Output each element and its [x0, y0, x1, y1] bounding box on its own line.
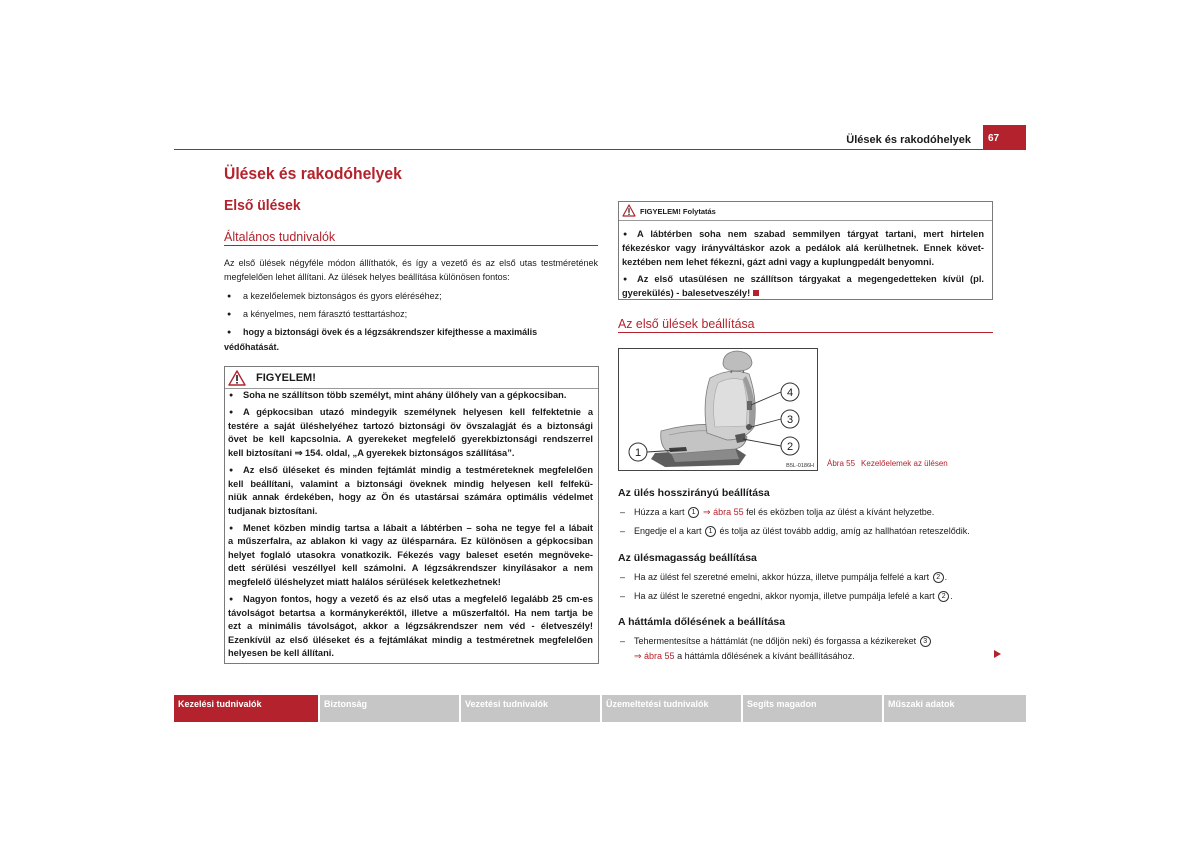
- callout-label: 2: [786, 441, 794, 453]
- warning-line: ● Nagyon fontos, hogy a vezető és az első utas a megfelelő legalább 25 cm-es: [228, 593, 593, 607]
- warning-line: Ezenkívül az első üléseket és a fejtámlákat mindig a testméretnek megfelelően: [228, 634, 593, 645]
- callout-3: [751, 410, 799, 428]
- tab-uzemeltetesi-tudnivalok[interactable]: Üzemeltetési tudnivalók: [602, 695, 741, 722]
- adjust-heading: Az első ülések beállítása: [618, 317, 755, 331]
- warning-continued-header: [619, 202, 992, 221]
- warning-item: [622, 228, 984, 269]
- callout-label: 3: [786, 414, 794, 426]
- bullet-line: ● hogy a biztonsági övek és a légzsákrendszer kifejthesse a maximális: [224, 325, 598, 340]
- warning-line: ● A lábtérben soha nem szabad semmilyen tárgyat tartani, mert hirtelen: [622, 228, 984, 242]
- warning-line: ● Menet közben mindig tartsa a lábait a lábtérben – soha ne tegye fel a lábait: [228, 522, 593, 536]
- step-item: [618, 505, 993, 519]
- warning-title: FIGYELEM!: [256, 372, 316, 384]
- step-list: [618, 505, 993, 538]
- step-line: [634, 524, 993, 538]
- step-item: [618, 524, 993, 538]
- step-line: [634, 570, 993, 584]
- warning-header: [225, 367, 598, 389]
- step-text: Ha az ülést fel szeretné emelni, akkor húzza, illetve pumpálja felfelé a kart: [634, 572, 932, 582]
- figure-code: B5L-0186H: [786, 463, 814, 469]
- warning-triangle-icon: [228, 370, 246, 386]
- control-marker: 3: [920, 636, 931, 647]
- callout-2: [743, 437, 799, 455]
- list-item: [224, 325, 598, 354]
- figure-reference: ⇒ ábra 55: [634, 651, 675, 661]
- step-line: [634, 589, 993, 603]
- warning-item: [228, 522, 593, 590]
- warning-item: [228, 593, 593, 661]
- warning-line: [622, 287, 984, 301]
- general-bullet-list: [224, 289, 598, 354]
- page-number: 67: [988, 133, 1000, 144]
- bullet-line: ● a kényelmes, nem fárasztó testtartáshoz;: [224, 307, 598, 322]
- figure-reference: ⇒ ábra 55: [703, 507, 744, 517]
- warning-item: [228, 389, 593, 403]
- step-text: Húzza a kart: [634, 507, 688, 517]
- warning-line: kell biztosítani ⇒ 154. oldal, „A gyerekek biztonságos szállítása”.: [228, 447, 515, 458]
- warning-box: [224, 366, 599, 664]
- section-heading: Az ülésmagasság beállítása: [618, 552, 757, 564]
- section-backrest: [618, 615, 993, 669]
- figure-seat-controls: [618, 348, 818, 471]
- callout-label: 1: [634, 447, 642, 459]
- warning-line: a műszerfalra, az ablakon ki vagy az ülésparnára. Ez különösen a gépkocsiban: [228, 536, 593, 547]
- callout-label: 4: [786, 387, 794, 399]
- running-header-title: Ülések és rakodóhelyek: [846, 134, 971, 146]
- warning-line: kell beállítani, valamint a biztonsági öveknek mindig helyesen kell felfekü-: [228, 478, 593, 489]
- control-marker: 1: [705, 526, 716, 537]
- section-title: Első ülések: [224, 197, 301, 214]
- warning-line: ● A gépkocsiban utazó mindegyik személynek helyesen kell felfektetnie a: [228, 406, 593, 420]
- warning-body: [225, 389, 598, 661]
- intro-line: Az első ülések négyféle módon állíthatók, és így a vezető és az első utas testméretének: [224, 258, 598, 268]
- section-longitudinal: [618, 486, 993, 543]
- step-text: fel és eközben tolja az ülést a kívánt helyzetbe.: [743, 507, 935, 517]
- control-marker: 2: [933, 572, 944, 583]
- figure-caption-label: Ábra 55: [827, 459, 856, 468]
- general-heading: Általános tudnivalók: [224, 230, 336, 244]
- warning-line: tudjanak biztosítani.: [228, 505, 318, 516]
- bullet-line: ● a kezelőelemek biztonságos és gyors eléréséhez;: [224, 289, 598, 304]
- tab-kezelesi-tudnivalok[interactable]: Kezelési tudnivalók: [174, 695, 318, 722]
- warning-line-text: gyerekülés) - balesetveszély!: [622, 287, 751, 298]
- step-line: [634, 649, 993, 664]
- intro-paragraph: [224, 256, 598, 284]
- warning-continued-body: [619, 221, 992, 301]
- warning-line: helyet foglaló utasokra vonatkozik. Fékezés vagy baleset esetén megnöveke-: [228, 549, 593, 560]
- warning-line: keztében nem lehet fékezni, gázt adni vagy a kuplungpedált benyomni.: [622, 256, 935, 267]
- continue-arrow-icon: [994, 650, 1001, 658]
- section-heading: Az ülés hosszirányú beállítása: [618, 487, 770, 499]
- step-text: .: [944, 572, 948, 582]
- bullet-line: védőhatását.: [224, 342, 280, 352]
- callout-4: [751, 383, 799, 405]
- adjust-heading-rule: [618, 332, 993, 333]
- list-item: [224, 307, 598, 322]
- warning-item: [622, 273, 984, 301]
- page-number-box: [983, 125, 1026, 150]
- section-height: [618, 551, 993, 608]
- warning-line: ● Soha ne szállítson több személyt, mint ahány ülőhely van a gépkocsiban.: [228, 389, 593, 403]
- step-line: [634, 505, 993, 519]
- warning-line: helyesen be kell állítani.: [228, 648, 334, 659]
- step-list: [618, 570, 993, 603]
- section-heading: A háttámla dőlésének a beállítása: [618, 616, 786, 628]
- step-line: [634, 634, 993, 649]
- step-text: .: [950, 591, 953, 601]
- control-marker: 1: [688, 507, 699, 518]
- warning-triangle-icon: [622, 204, 636, 217]
- warning-line: dett sérülési veszéllyel kell számolni. A légzsákrendszer kinyílásakor a nem: [228, 563, 593, 574]
- general-heading-rule: [224, 245, 598, 246]
- figure-caption-text: Kezelőelemek az ülésen: [861, 459, 948, 468]
- warning-line: testére a saját üléshelyéhez tartozó biztonsági öv övszalagját és a biztonsági: [228, 420, 593, 431]
- step-item: [618, 634, 993, 664]
- tab-vezetesi-tudnivalok[interactable]: Vezetési tudnivalók: [461, 695, 600, 722]
- list-item: [224, 289, 598, 304]
- header-rule: [174, 149, 1026, 150]
- page-title: Ülések és rakodóhelyek: [224, 164, 402, 183]
- warning-line: ● Az első üléseket és minden fejtámlát mindig a testméreteknek megfelelően: [228, 464, 593, 478]
- seat-drawing: [651, 351, 755, 467]
- step-item: [618, 570, 993, 584]
- warning-line: ● Az első utasülésen ne szállítson tárgyakat a megengedetteken kívül (pl.: [622, 273, 984, 287]
- intro-line: megfelelően lehet állítani. Az ülések helyes beállítása különösen fontos:: [224, 272, 510, 282]
- tab-biztonsag[interactable]: Biztonság: [320, 695, 459, 722]
- warning-line: távolságot betartsa a kormánykeréktől, illetve a műszerfaltól. Ha nem tartja be: [228, 607, 593, 618]
- step-list: [618, 634, 993, 664]
- warning-line: övet be kell kapcsolnia. A gyerekeket megfelelő gyerekbiztonsági rendszerrel: [228, 434, 593, 445]
- warning-line: niük annak érdekében, hogy az Ön és utastársai számára optimális védelmet: [228, 492, 593, 503]
- warning-item: [228, 406, 593, 460]
- tab-segits-magadon[interactable]: Segíts magadon: [743, 695, 882, 722]
- warning-item: [228, 464, 593, 518]
- warning-continued-title: FIGYELEM! Folytatás: [640, 207, 716, 216]
- warning-line: megfelelő üléshelyzet miatt halálos sérülések keletkezhetnek!: [228, 577, 501, 588]
- step-text: Engedje el a kart: [634, 526, 705, 536]
- tab-muszaki-adatok[interactable]: Műszaki adatok: [884, 695, 1026, 722]
- figure-caption: [827, 459, 948, 469]
- control-marker: 2: [938, 591, 949, 602]
- warning-line: fékezéskor vagy irányváltáskor azok a pedálok alá kerülhetnek. Ennek követ-: [622, 242, 984, 253]
- step-text: Ha az ülést le szeretné engedni, akkor nyomja, illetve pumpálja lefelé a kart: [634, 591, 938, 601]
- end-marker-icon: [753, 290, 759, 296]
- step-item: [618, 589, 993, 603]
- step-text: Tehermentesítse a háttámlát (ne dőljön neki) és forgassa a kézikereket: [634, 636, 919, 646]
- seat-illustration: [619, 349, 817, 470]
- step-text: és tolja az ülést tovább addig, amíg az hallhatóan reteszelődik.: [717, 526, 970, 536]
- warning-continued-box: [618, 201, 993, 300]
- warning-line: ezt a minimális távolságot, akkor a légzsákrendszer nem véd - életveszély!: [228, 621, 593, 632]
- step-text: a háttámla dőlésének a kívánt beállításához.: [674, 651, 855, 661]
